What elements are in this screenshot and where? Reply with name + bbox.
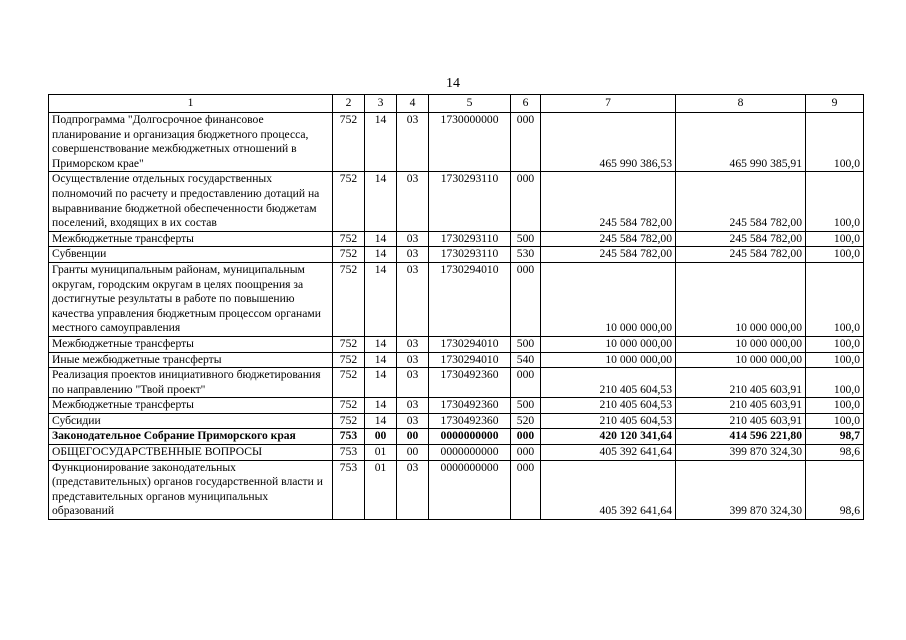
actual-amount-cell: 245 584 782,00 [676, 247, 806, 263]
admin-code-cell: 752 [333, 413, 365, 429]
expense-type-cell: 000 [511, 113, 541, 172]
table-row [49, 262, 864, 336]
item-name-cell: Межбюджетные трансферты [49, 231, 333, 247]
section-cell: 14 [365, 336, 397, 352]
target-article-cell: 0000000000 [429, 445, 511, 461]
actual-amount-cell: 399 870 324,30 [676, 445, 806, 461]
percent-cell: 98,6 [806, 445, 864, 461]
actual-amount-cell: 210 405 603,91 [676, 368, 806, 398]
percent-cell: 100,0 [806, 352, 864, 368]
section-cell: 14 [365, 413, 397, 429]
table-row [49, 336, 864, 352]
header-cell-1: 1 [49, 95, 333, 113]
plan-amount-cell: 420 120 341,64 [541, 429, 676, 445]
subsection-cell: 03 [397, 368, 429, 398]
actual-amount-cell: 414 596 221,80 [676, 429, 806, 445]
expense-type-cell: 000 [511, 460, 541, 519]
table-row [49, 413, 864, 429]
percent-cell: 100,0 [806, 262, 864, 336]
target-article-cell: 0000000000 [429, 460, 511, 519]
plan-amount-cell: 245 584 782,00 [541, 172, 676, 231]
section-cell: 14 [365, 113, 397, 172]
target-article-cell: 1730492360 [429, 368, 511, 398]
table-row [49, 429, 864, 445]
expense-type-cell: 500 [511, 398, 541, 414]
expense-type-cell: 000 [511, 445, 541, 461]
section-cell: 14 [365, 352, 397, 368]
section-cell: 01 [365, 460, 397, 519]
section-cell: 14 [365, 247, 397, 263]
plan-amount-cell: 10 000 000,00 [541, 262, 676, 336]
percent-cell: 100,0 [806, 398, 864, 414]
admin-code-cell: 752 [333, 231, 365, 247]
plan-amount-cell: 10 000 000,00 [541, 352, 676, 368]
admin-code-cell: 752 [333, 262, 365, 336]
item-name-cell: Субсидии [49, 413, 333, 429]
actual-amount-cell: 10 000 000,00 [676, 336, 806, 352]
table-row [49, 445, 864, 461]
plan-amount-cell: 210 405 604,53 [541, 368, 676, 398]
table-row [49, 352, 864, 368]
expense-type-cell: 000 [511, 429, 541, 445]
header-cell-5: 5 [429, 95, 511, 113]
admin-code-cell: 753 [333, 429, 365, 445]
item-name-cell: Законодательное Собрание Приморского края [49, 429, 333, 445]
actual-amount-cell: 245 584 782,00 [676, 172, 806, 231]
percent-cell: 100,0 [806, 413, 864, 429]
section-cell: 14 [365, 172, 397, 231]
target-article-cell: 1730293110 [429, 247, 511, 263]
percent-cell: 100,0 [806, 368, 864, 398]
section-cell: 00 [365, 429, 397, 445]
actual-amount-cell: 10 000 000,00 [676, 262, 806, 336]
target-article-cell: 0000000000 [429, 429, 511, 445]
expense-type-cell: 000 [511, 262, 541, 336]
actual-amount-cell: 210 405 603,91 [676, 398, 806, 414]
percent-cell: 98,7 [806, 429, 864, 445]
expense-type-cell: 500 [511, 336, 541, 352]
table-row [49, 368, 864, 398]
subsection-cell: 00 [397, 445, 429, 461]
actual-amount-cell: 399 870 324,30 [676, 460, 806, 519]
target-article-cell: 1730293110 [429, 231, 511, 247]
target-article-cell: 1730293110 [429, 172, 511, 231]
item-name-cell: Функционирование законодательных (представительных) органов государственной власти и представительных органов муниципальных образований [49, 460, 333, 519]
actual-amount-cell: 10 000 000,00 [676, 352, 806, 368]
table-row [49, 172, 864, 231]
target-article-cell: 1730294010 [429, 336, 511, 352]
admin-code-cell: 752 [333, 368, 365, 398]
section-cell: 14 [365, 398, 397, 414]
subsection-cell: 03 [397, 336, 429, 352]
page-number: 14 [446, 76, 460, 91]
header-cell-2: 2 [333, 95, 365, 113]
percent-cell: 100,0 [806, 113, 864, 172]
plan-amount-cell: 405 392 641,64 [541, 445, 676, 461]
item-name-cell: Иные межбюджетные трансферты [49, 352, 333, 368]
table-row [49, 113, 864, 172]
section-cell: 14 [365, 262, 397, 336]
plan-amount-cell: 245 584 782,00 [541, 231, 676, 247]
header-cell-8: 8 [676, 95, 806, 113]
admin-code-cell: 753 [333, 460, 365, 519]
table-row [49, 398, 864, 414]
admin-code-cell: 753 [333, 445, 365, 461]
target-article-cell: 1730492360 [429, 413, 511, 429]
budget-table [48, 94, 864, 520]
subsection-cell: 03 [397, 398, 429, 414]
item-name-cell: Осуществление отдельных государственных полномочий по расчету и предоставлению дотаций на выравнивание бюджетной обеспеченности бюджетам поселений, входящих в их состав [49, 172, 333, 231]
header-cell-9: 9 [806, 95, 864, 113]
actual-amount-cell: 210 405 603,91 [676, 413, 806, 429]
expense-type-cell: 540 [511, 352, 541, 368]
actual-amount-cell: 245 584 782,00 [676, 231, 806, 247]
plan-amount-cell: 405 392 641,64 [541, 460, 676, 519]
section-cell: 14 [365, 231, 397, 247]
admin-code-cell: 752 [333, 247, 365, 263]
subsection-cell: 03 [397, 262, 429, 336]
section-cell: 01 [365, 445, 397, 461]
header-cell-4: 4 [397, 95, 429, 113]
plan-amount-cell: 245 584 782,00 [541, 247, 676, 263]
admin-code-cell: 752 [333, 398, 365, 414]
target-article-cell: 1730294010 [429, 352, 511, 368]
table-row [49, 247, 864, 263]
item-name-cell: Реализация проектов инициативного бюджетирования по направлению "Твой проект" [49, 368, 333, 398]
section-cell: 14 [365, 368, 397, 398]
item-name-cell: Подпрограмма "Долгосрочное финансовое планирование и организация бюджетного процесса, совершенствование межбюджетных отношений в Приморском крае" [49, 113, 333, 172]
header-cell-3: 3 [365, 95, 397, 113]
target-article-cell: 1730000000 [429, 113, 511, 172]
subsection-cell: 03 [397, 172, 429, 231]
percent-cell: 100,0 [806, 247, 864, 263]
expense-type-cell: 000 [511, 172, 541, 231]
table-row [49, 460, 864, 519]
subsection-cell: 03 [397, 460, 429, 519]
target-article-cell: 1730294010 [429, 262, 511, 336]
admin-code-cell: 752 [333, 352, 365, 368]
plan-amount-cell: 10 000 000,00 [541, 336, 676, 352]
percent-cell: 100,0 [806, 172, 864, 231]
item-name-cell: Гранты муниципальным районам, муниципальным округам, городским округам в целях поощрения за достигнутые результаты в работе по повышению качества управления бюджетным процессом органами местного самоуправления [49, 262, 333, 336]
header-cell-7: 7 [541, 95, 676, 113]
item-name-cell: Межбюджетные трансферты [49, 398, 333, 414]
percent-cell: 100,0 [806, 231, 864, 247]
subsection-cell: 03 [397, 247, 429, 263]
table-row [49, 231, 864, 247]
plan-amount-cell: 210 405 604,53 [541, 413, 676, 429]
expense-type-cell: 530 [511, 247, 541, 263]
item-name-cell: Субвенции [49, 247, 333, 263]
expense-type-cell: 520 [511, 413, 541, 429]
admin-code-cell: 752 [333, 113, 365, 172]
subsection-cell: 03 [397, 352, 429, 368]
target-article-cell: 1730492360 [429, 398, 511, 414]
admin-code-cell: 752 [333, 172, 365, 231]
header-row [49, 95, 864, 113]
percent-cell: 100,0 [806, 336, 864, 352]
plan-amount-cell: 465 990 386,53 [541, 113, 676, 172]
expense-type-cell: 000 [511, 368, 541, 398]
percent-cell: 98,6 [806, 460, 864, 519]
subsection-cell: 03 [397, 113, 429, 172]
admin-code-cell: 752 [333, 336, 365, 352]
actual-amount-cell: 465 990 385,91 [676, 113, 806, 172]
item-name-cell: ОБЩЕГОСУДАРСТВЕННЫЕ ВОПРОСЫ [49, 445, 333, 461]
item-name-cell: Межбюджетные трансферты [49, 336, 333, 352]
subsection-cell: 00 [397, 429, 429, 445]
header-cell-6: 6 [511, 95, 541, 113]
expense-type-cell: 500 [511, 231, 541, 247]
subsection-cell: 03 [397, 413, 429, 429]
plan-amount-cell: 210 405 604,53 [541, 398, 676, 414]
subsection-cell: 03 [397, 231, 429, 247]
